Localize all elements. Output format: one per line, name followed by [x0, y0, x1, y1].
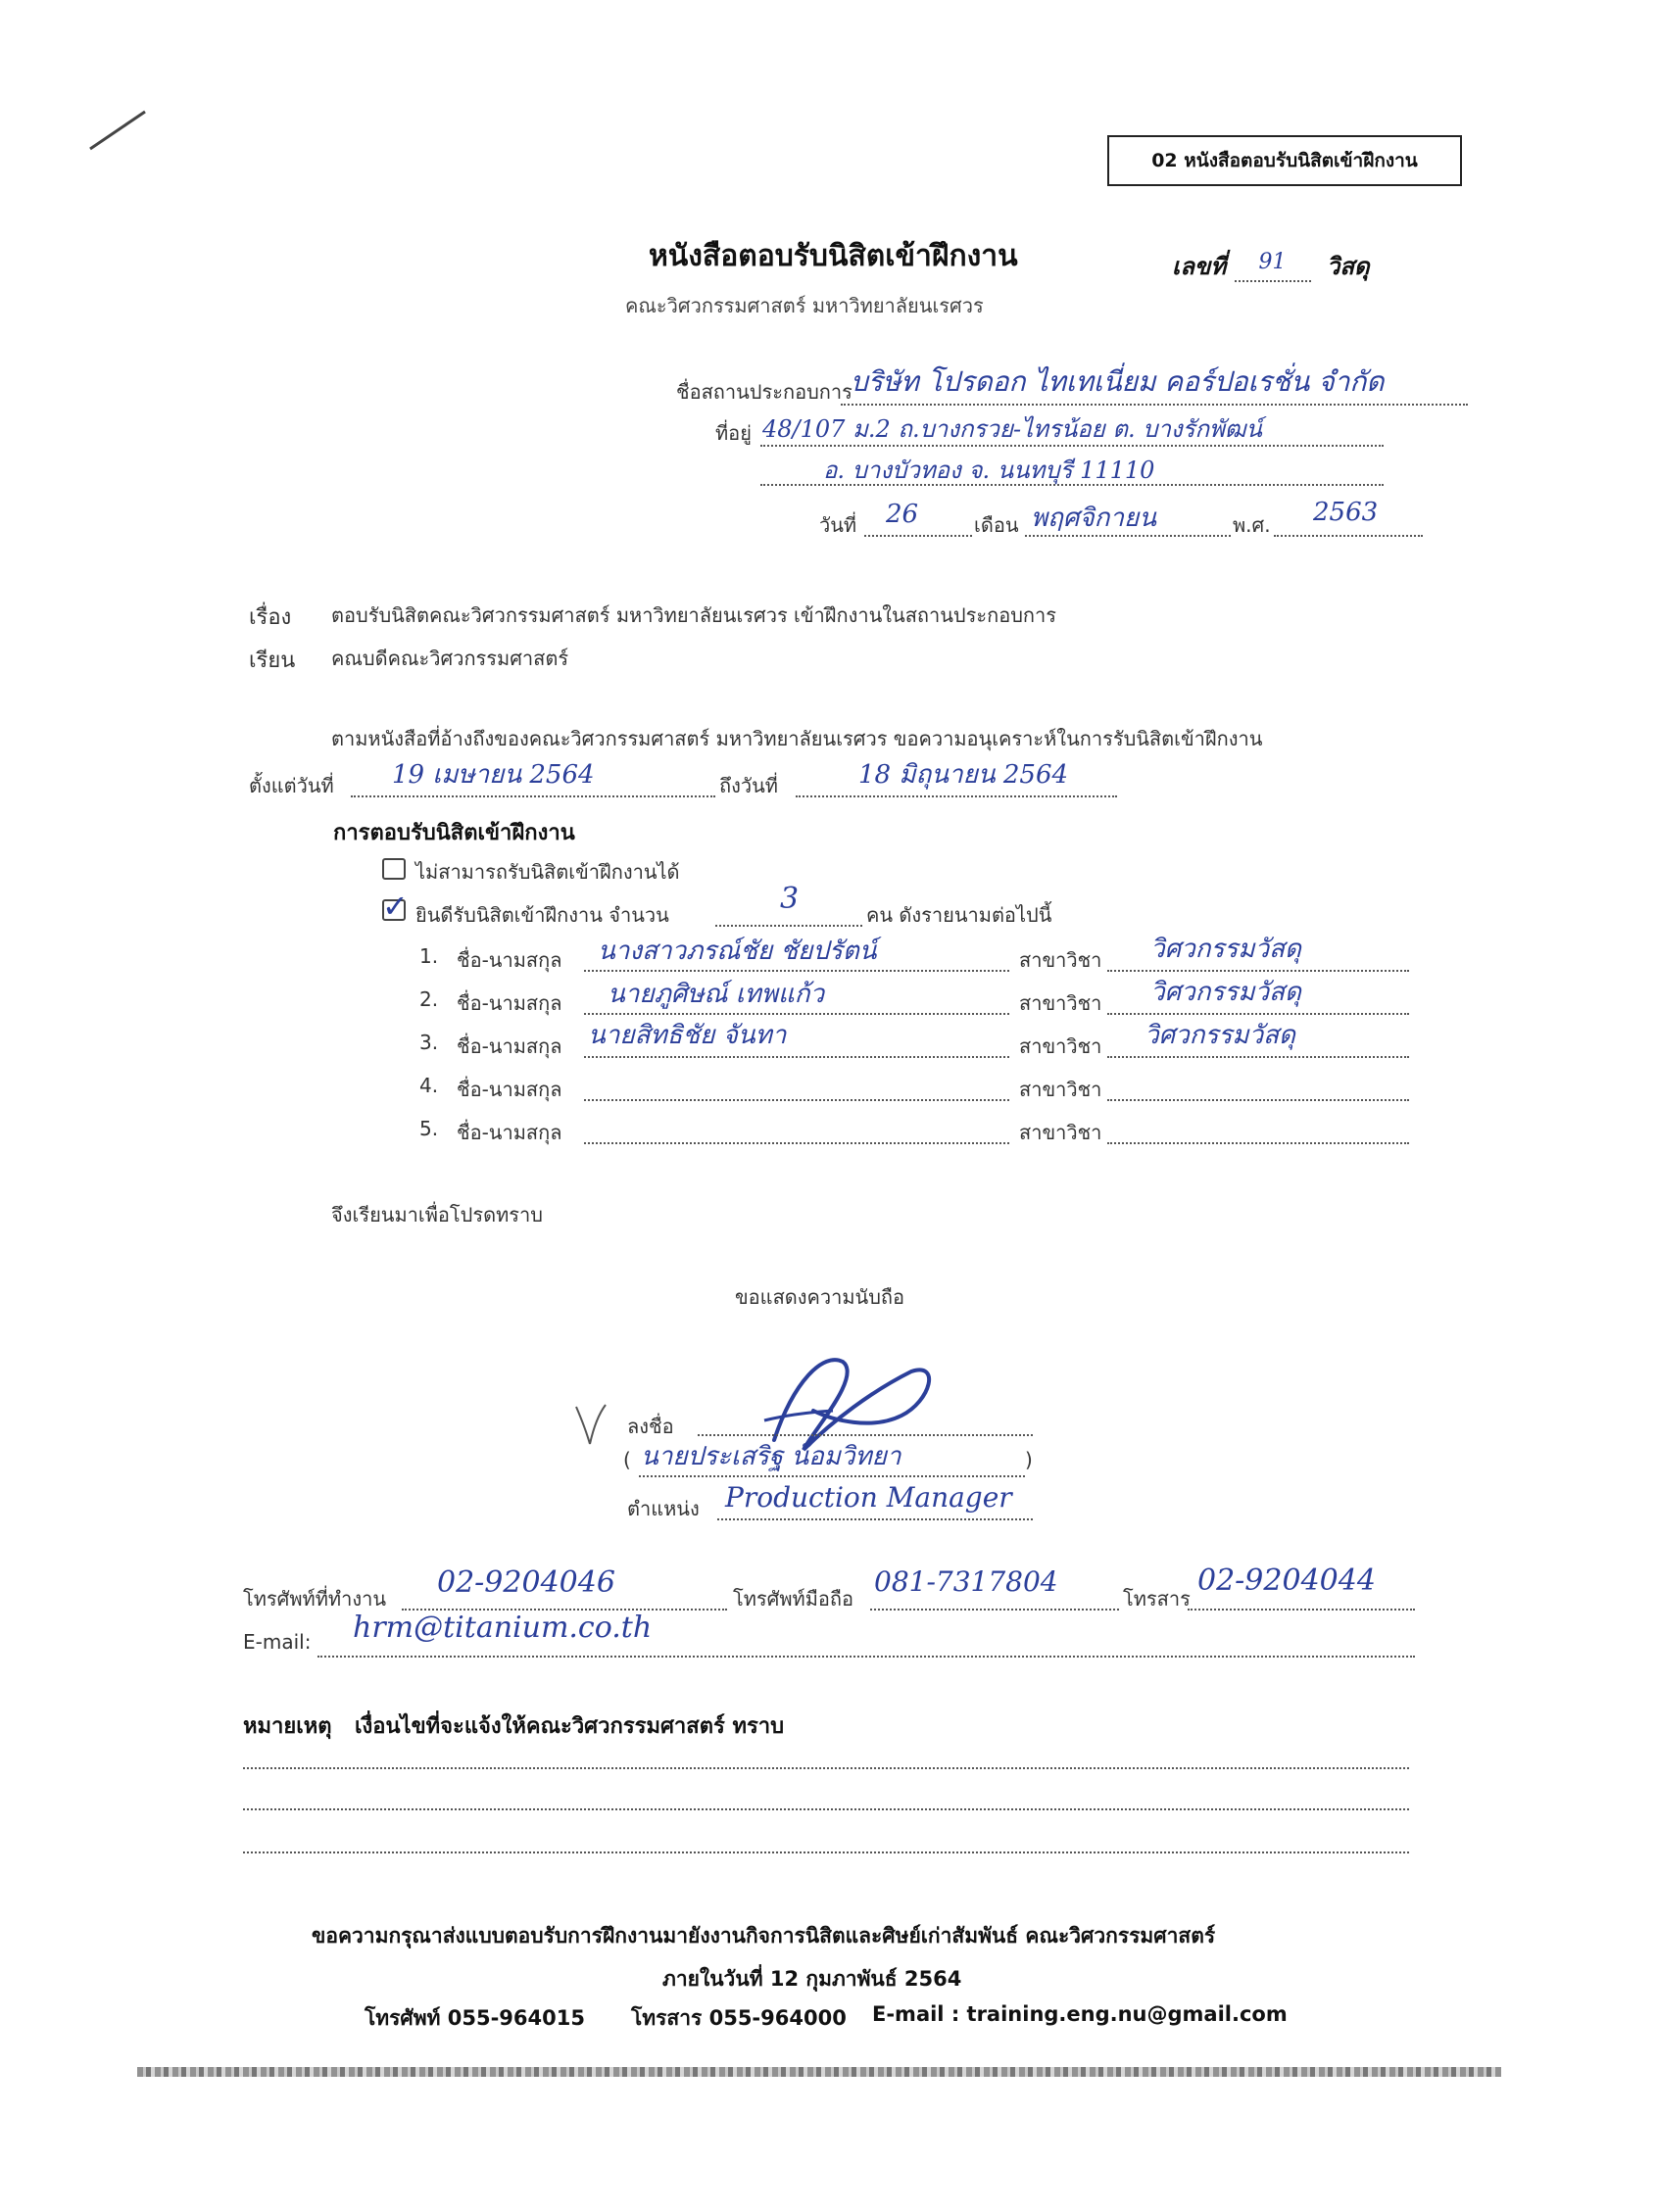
accept-option-label: ยินดีรับนิสิตเข้าฝึกงาน จำนวน: [415, 903, 669, 927]
student-major-label: สาขาวิชา: [1019, 991, 1102, 1015]
student-name: นางสาวภรณ์ชัย ชัยปรัตน์: [598, 937, 877, 966]
student-no: 5.: [419, 1117, 439, 1140]
address-label: ที่อยู่: [715, 421, 752, 445]
student-major-label: สาขาวิชา: [1019, 1034, 1102, 1058]
office-phone-label: โทรศัพท์ที่ทำงาน: [243, 1587, 386, 1611]
check-mark: ✓: [382, 888, 409, 925]
initial-mark: [572, 1401, 611, 1450]
fax-value: 02-9204044: [1197, 1563, 1376, 1598]
footer-instruction: ขอความกรุณาส่งแบบตอบรับการฝึกงานมายังงานกิจการนิสิตและศิษย์เก่าสัมพันธ์ คณะวิศวกรรมศาสตร์: [312, 1924, 1216, 1948]
footer-email: E-mail : training.eng.nu@gmail.com: [872, 2002, 1288, 2026]
email-value: hrm@titanium.co.th: [353, 1611, 653, 1645]
remarks-line-3[interactable]: [243, 1851, 1409, 1853]
signature-label: ลงชื่อ: [627, 1415, 674, 1438]
address-line1: 48/107 ม.2 ถ.บางกรวย-ไทรน้อย ต. บางรักพัฒน์: [762, 415, 1262, 443]
footer-deadline: ภายในวันที่ 12 กุมภาพันธ์ 2564: [662, 1967, 962, 1991]
period-from-value: 19 เมษายน 2564: [392, 760, 595, 790]
date-month-label: เดือน: [974, 513, 1019, 537]
page-title: หนังสือตอบรับนิสิตเข้าฝึกงาน: [649, 239, 1018, 273]
student-name: นายสิทธิชัย จันทา: [588, 1021, 787, 1050]
faculty-subtitle: คณะวิศวกรรมศาสตร์ มหาวิทยาลัยนเรศวร: [625, 294, 984, 317]
student-no: 1.: [419, 944, 439, 968]
form-code-label: 02 หนังสือตอบรับนิสิตเข้าฝึกงาน: [1107, 135, 1462, 186]
student-name-label: ชื่อ-นามสกุล: [457, 1034, 562, 1058]
student-no: 3.: [419, 1031, 439, 1054]
date-year-label: พ.ศ.: [1233, 513, 1271, 537]
remarks-text: เงื่อนไขที่จะแจ้งให้คณะวิศวกรรมศาสตร์ ทราบ: [355, 1714, 785, 1739]
pen-stroke-artifact: [86, 106, 165, 155]
accept-count-suffix: คน ดังรายนามต่อไปนี้: [866, 903, 1052, 927]
subject-text: ตอบรับนิสิตคณะวิศวกรรมศาสตร์ มหาวิทยาลัยนเรศวร เข้าฝึกงานในสถานประกอบการ: [331, 603, 1057, 627]
to-label: เรียน: [249, 649, 296, 673]
office-phone-value: 02-9204046: [437, 1565, 615, 1600]
accept-checkbox[interactable]: [382, 888, 409, 925]
remarks-line-2[interactable]: [243, 1808, 1409, 1810]
body-intro: ตามหนังสือที่อ้างถึงของคณะวิศวกรรมศาสตร์ มหาวิทยาลัยนเรศวร ขอความอนุเคราะห์ในการรับนิสิตเข้าฝึกงาน: [331, 727, 1263, 750]
footer-phone: โทรศัพท์ 055-964015: [365, 2006, 585, 2030]
student-major-label: สาขาวิชา: [1019, 1078, 1102, 1101]
date-year-value: 2563: [1313, 498, 1379, 527]
signer-name: นายประเสริฐ น้อมวิทยา: [641, 1442, 901, 1471]
company-name-label: ชื่อสถานประกอบการ: [676, 380, 852, 404]
date-day-value: 26: [886, 500, 919, 529]
to-text: คณบดีคณะวิศวกรรมศาสตร์: [331, 647, 569, 670]
doc-number-suffix: วิสดุ: [1326, 253, 1370, 280]
student-major-label: สาขาวิชา: [1019, 948, 1102, 972]
mobile-phone-label: โทรศัพท์มือถือ: [733, 1587, 854, 1611]
doc-number: [1172, 247, 1370, 285]
student-name-label: ชื่อ-นามสกุล: [457, 1078, 562, 1101]
student-major: วิศวกรรมวัสดุ: [1150, 935, 1301, 964]
signer-close-paren: ): [1025, 1448, 1033, 1471]
scan-edge-artifact: [137, 2067, 1501, 2077]
accept-count-value: 3: [780, 882, 800, 916]
company-name-value: บริษัท โปรดอก ไทเทเนี่ยม คอร์ปอเรชั่น จำกัด: [851, 365, 1385, 398]
student-major-label: สาขาวิชา: [1019, 1121, 1102, 1144]
date-month-value: พฤศจิกายน: [1031, 504, 1156, 533]
decline-checkbox[interactable]: [382, 858, 406, 880]
doc-number-prefix: เลขที่: [1172, 253, 1227, 280]
fax-label: โทรสาร: [1123, 1587, 1191, 1611]
student-no: 2.: [419, 987, 439, 1011]
position-label: ตำแหน่ง: [627, 1497, 700, 1520]
period-to-label: ถึงวันที่: [719, 774, 778, 797]
student-major: วิศวกรรมวัสดุ: [1145, 1021, 1295, 1050]
student-major: วิศวกรรมวัสดุ: [1150, 978, 1301, 1007]
mobile-phone-value: 081-7317804: [874, 1565, 1058, 1598]
student-name: นายภูศิษณ์ เทพแก้ว: [608, 980, 825, 1009]
student-name-label: ชื่อ-นามสกุล: [457, 948, 562, 972]
period-from-label: ตั้งแต่วันที่: [249, 774, 334, 797]
closing-text: จึงเรียนมาเพื่อโปรดทราบ: [331, 1203, 543, 1226]
signer-open-paren: (: [623, 1448, 631, 1471]
remarks-label: หมายเหตุ: [243, 1714, 332, 1739]
student-name-label: ชื่อ-นามสกุล: [457, 991, 562, 1015]
date-day-label: วันที่: [819, 513, 857, 537]
position-value: Production Manager: [725, 1481, 1012, 1514]
address-line2: อ. บางบัวทอง จ. นนทบุรี 11110: [823, 457, 1155, 484]
acceptance-heading: การตอบรับนิสิตเข้าฝึกงาน: [333, 821, 575, 845]
student-name-label: ชื่อ-นามสกุล: [457, 1121, 562, 1144]
decline-option-label: ไม่สามารถรับนิสิตเข้าฝึกงานได้: [415, 860, 680, 884]
footer-fax: โทรสาร 055-964000: [631, 2006, 847, 2030]
email-label: E-mail:: [243, 1630, 312, 1654]
remarks-line-1[interactable]: [243, 1767, 1409, 1769]
doc-number-value: 91: [1258, 250, 1287, 274]
regards-text: ขอแสดงความนับถือ: [735, 1285, 905, 1309]
period-to-value: 18 มิถุนายน 2564: [858, 760, 1069, 790]
subject-label: เรื่อง: [249, 605, 292, 630]
student-no: 4.: [419, 1074, 439, 1097]
